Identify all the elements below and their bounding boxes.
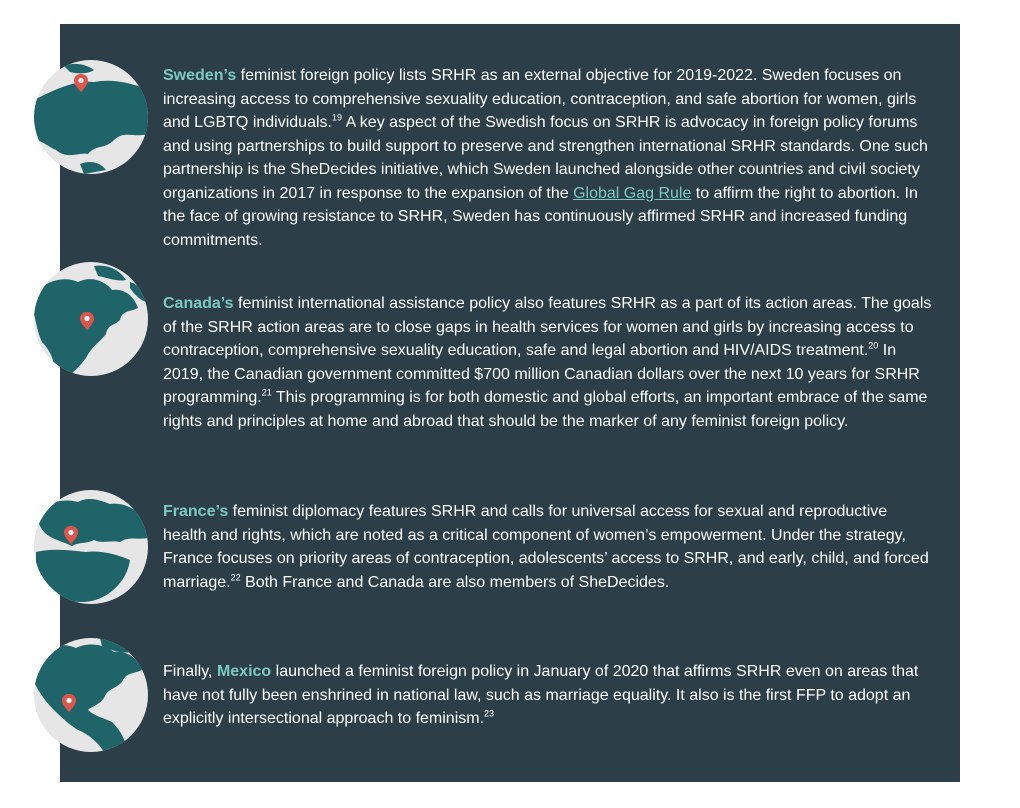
footnote-ref: 20 — [868, 340, 879, 351]
canada-paragraph: Canada’s feminist international assistance policy also features SRHR as a part of its action areas. The goals of the SRHR action areas are to close gaps in health services for women and girls by increasing access to contraception, comprehensive sexuality education, safe and legal abortion and HIV/AIDS treatment.$^{20}$ In 2019, the Canadian government committed $700 million Canadian dollars over the next 10 years for SRHR programming.$^{21}$ This programming is for both domestic and global efforts, an important embrace of the same rights and principles at home and abroad that should be the marker of any feminist foreign policy. — [163, 295, 932, 430]
mexico-paragraph: Finally, Mexico launched a feminist foreign policy in January of 2020 that affirms SRHR even on areas that have not fully been enshrined in national law, such as marriage equality. It also is the first FFP to adopt an explicitly intersectional approach to feminism.$^{23}$ — [163, 663, 919, 727]
footnote-ref: 23 — [484, 708, 495, 719]
footnote-ref: 21 — [261, 387, 272, 398]
footnote-ref: 19 — [331, 112, 342, 123]
mexico-entry — [163, 660, 933, 731]
sweden-entry — [163, 64, 933, 252]
country-name-canada: Canada’s — [163, 295, 234, 312]
france-entry — [163, 500, 933, 594]
globe-europe-pin-icon — [34, 60, 148, 174]
globe-north-america-pin-icon — [34, 262, 148, 376]
country-name-france: France’s — [163, 503, 229, 520]
global-gag-rule-link[interactable]: Global Gag Rule — [573, 184, 692, 202]
country-name-mexico: Mexico — [216, 663, 272, 680]
canada-entry — [163, 292, 933, 433]
sweden-paragraph: Sweden’s feminist foreign policy lists SRHR as an external objective for 2019-2022. Sweden focuses on increasing access to comprehensive sexuality education, contraception, and safe abortion for women, girls and LGBTQ individuals.$^{19}$ A key aspect of the Swedish focus on SRHR is advocacy in foreign policy forums and using partnerships to build support to preserve and strengthen international SRHR standards. One such partnership is the SheDecides initiative, which Sweden launched alongside other countries and civil society organizations in 2017 in response to the expansion of the Global Gag Rule to affirm the right to abortion. In the face of growing resistance to SRHR, Sweden has continuously affirmed SRHR and increased funding commitments. — [163, 67, 928, 249]
country-name-sweden: Sweden’s — [163, 67, 237, 84]
globe-mexico-pin-icon — [34, 638, 148, 752]
globe-europe-africa-pin-icon — [34, 490, 148, 604]
footnote-ref: 22 — [230, 572, 241, 583]
france-paragraph: France’s feminist diplomacy features SRHR and calls for universal access for sexual and reproductive health and rights, which are noted as a critical component of women’s empowerment. Under the strategy, France focuses on priority areas of contraception, adolescents’ access to SRHR, and early, child, and forced marriage.$^{22}$ Both France and Canada are also members of SheDecides. — [163, 503, 929, 591]
